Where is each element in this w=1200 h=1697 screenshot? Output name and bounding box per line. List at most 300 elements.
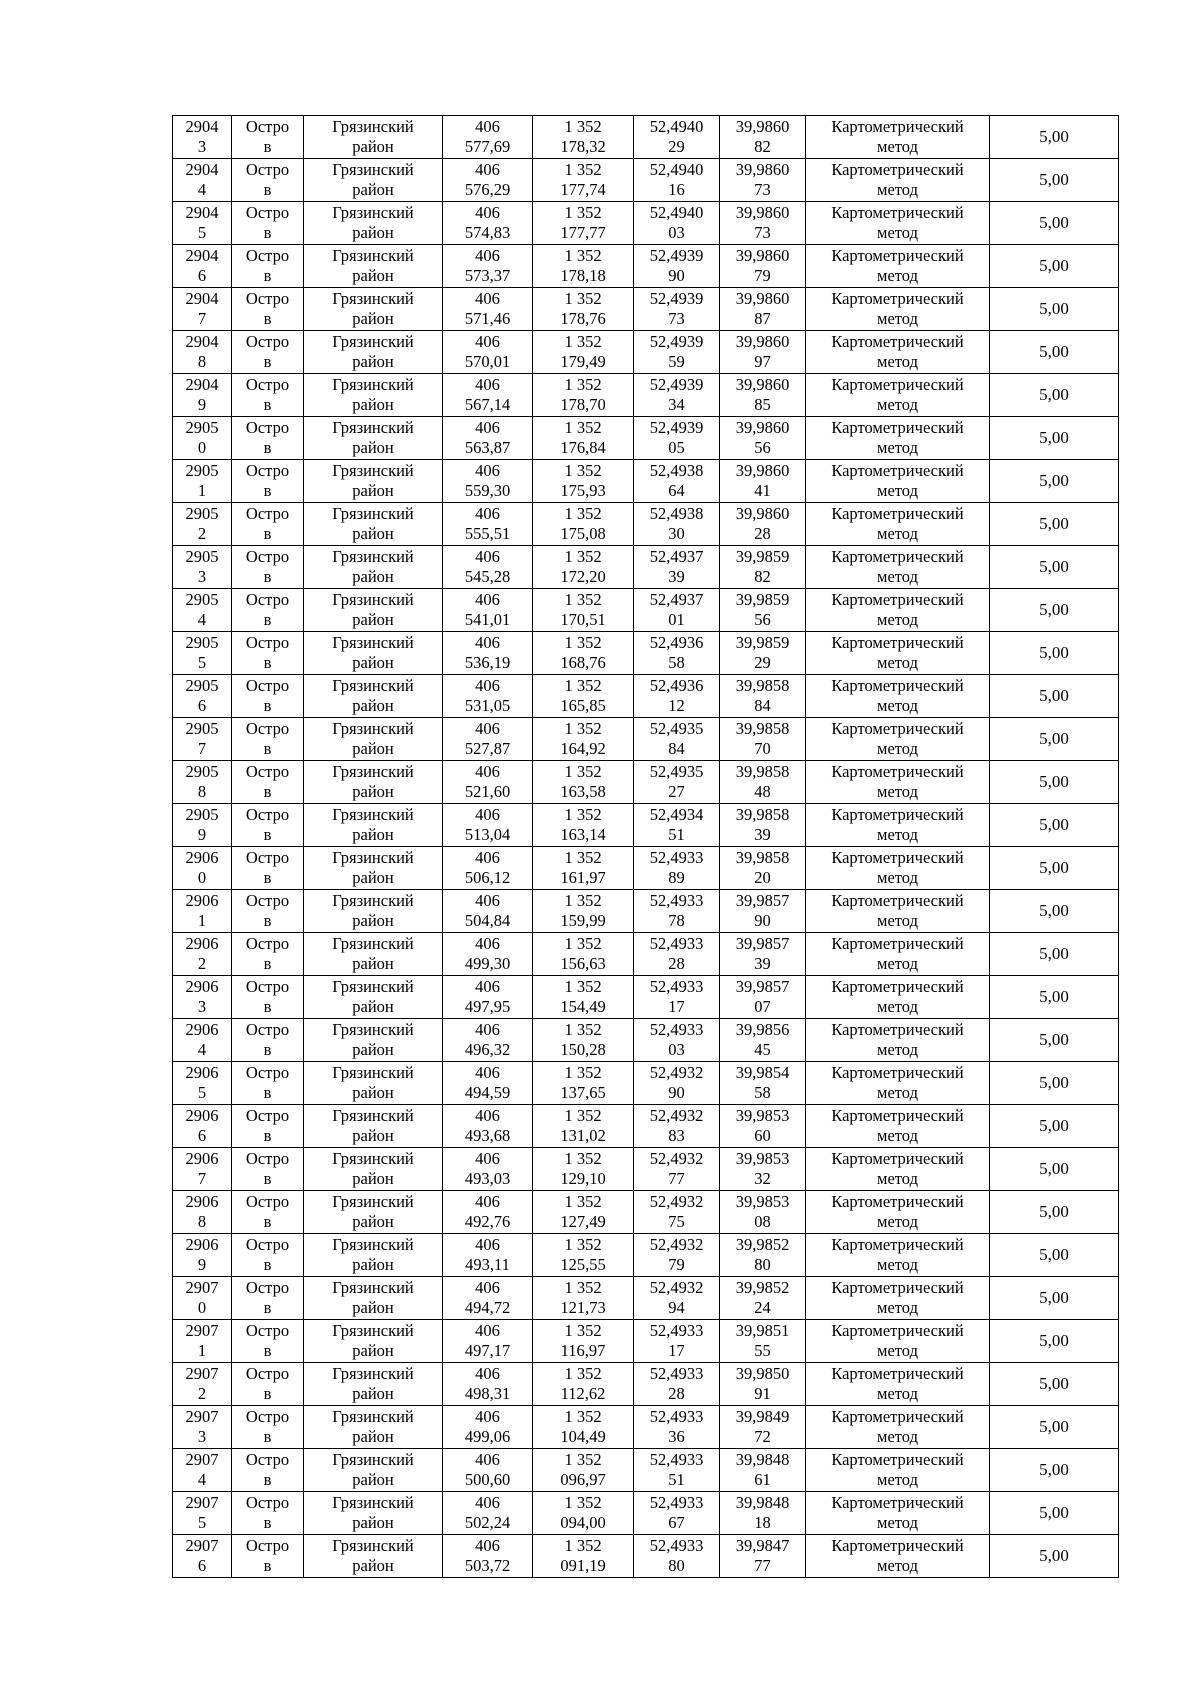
cell-line: район	[352, 1255, 394, 1274]
y-coordinate-cell	[533, 374, 634, 417]
cell-line: 2907	[185, 1364, 219, 1383]
accuracy-cell	[990, 675, 1119, 718]
accuracy-cell	[990, 288, 1119, 331]
cell-line: 7	[197, 309, 207, 328]
cell-line: 03	[668, 223, 685, 242]
cell-line: 5	[197, 1083, 207, 1102]
cell-line: район	[352, 1513, 394, 1532]
cell-line: 2904	[185, 203, 219, 222]
method-cell	[806, 933, 990, 976]
cell-line: 52,4939	[649, 418, 704, 437]
cell-line: 30	[668, 524, 685, 543]
cell-line: в	[263, 997, 272, 1016]
cell-line: 7	[197, 739, 207, 758]
cell-line: 2907	[185, 1321, 219, 1340]
cell-line: 39,9853	[735, 1149, 790, 1168]
method-cell	[806, 159, 990, 202]
cell-line: в	[263, 954, 272, 973]
cell-line: 2906	[185, 1063, 219, 1082]
longitude-cell	[720, 1062, 806, 1105]
cell-line: 39,9860	[735, 117, 790, 136]
cell-line: 576,29	[464, 180, 511, 199]
accuracy-cell	[990, 1492, 1119, 1535]
cell-line: 82	[754, 567, 771, 586]
latitude-cell	[634, 1449, 720, 1492]
accuracy-cell	[990, 632, 1119, 675]
cell-line: 70	[754, 739, 771, 758]
accuracy-cell	[990, 1277, 1119, 1320]
latitude-cell	[634, 1492, 720, 1535]
cell-line: Картометрический	[831, 1536, 964, 1555]
cell-line: 2905	[185, 719, 219, 738]
object-type-cell	[232, 890, 304, 933]
cell-line: в	[263, 524, 272, 543]
cell-line: 156,63	[560, 954, 606, 973]
method-cell	[806, 1019, 990, 1062]
longitude-cell	[720, 976, 806, 1019]
cell-line: метод	[877, 696, 918, 715]
cell-line: 104,49	[560, 1427, 606, 1446]
cell-line: район	[352, 180, 394, 199]
y-coordinate-cell	[533, 1105, 634, 1148]
cell-line: в	[263, 1298, 272, 1317]
cell-line: 2907	[185, 1278, 219, 1297]
cell-line: 39,9860	[735, 332, 790, 351]
object-type-cell	[232, 546, 304, 589]
cell-line: Грязинский	[332, 1321, 414, 1340]
cell-line: Грязинский	[332, 891, 414, 910]
point-number-cell	[173, 1449, 232, 1492]
y-coordinate-cell	[533, 1320, 634, 1363]
longitude-cell	[720, 933, 806, 976]
cell-line: 39,9860	[735, 160, 790, 179]
cell-line: Картометрический	[831, 1364, 964, 1383]
cell-line: 2907	[185, 1450, 219, 1469]
cell-line: в	[263, 438, 272, 457]
longitude-cell	[720, 1234, 806, 1277]
cell-line: 406	[475, 590, 500, 609]
accuracy-cell	[990, 503, 1119, 546]
y-coordinate-cell	[533, 1535, 634, 1578]
cell-line: 2905	[185, 633, 219, 652]
object-type-cell	[232, 1535, 304, 1578]
cell-line: Грязинский	[332, 418, 414, 437]
longitude-cell	[720, 804, 806, 847]
y-coordinate-cell	[533, 632, 634, 675]
method-cell	[806, 890, 990, 933]
cell-line: 39,9851	[735, 1321, 790, 1340]
cell-line: Картометрический	[831, 203, 964, 222]
table-row	[173, 718, 1119, 761]
point-number-cell	[173, 546, 232, 589]
latitude-cell	[634, 1277, 720, 1320]
cell-line: 406	[475, 1106, 500, 1125]
cell-line: 406	[475, 461, 500, 480]
cell-line: 3	[197, 997, 207, 1016]
longitude-cell	[720, 632, 806, 675]
cell-line: Остро	[245, 289, 290, 308]
cell-line: 2905	[185, 418, 219, 437]
cell-line: Картометрический	[831, 547, 964, 566]
x-coordinate-cell	[443, 1406, 533, 1449]
table-row	[173, 1105, 1119, 1148]
cell-line: метод	[877, 1513, 918, 1532]
longitude-cell	[720, 890, 806, 933]
x-coordinate-cell	[443, 1449, 533, 1492]
method-cell	[806, 331, 990, 374]
table-row	[173, 159, 1119, 202]
cell-line: Картометрический	[831, 633, 964, 652]
cell-line: в	[263, 1169, 272, 1188]
point-number-cell	[173, 202, 232, 245]
cell-line: в	[263, 1427, 272, 1446]
accuracy-cell	[990, 804, 1119, 847]
table-row	[173, 245, 1119, 288]
district-cell	[304, 116, 443, 159]
method-cell	[806, 718, 990, 761]
cell-line: 406	[475, 719, 500, 738]
cell-line: район	[352, 739, 394, 758]
cell-line: Картометрический	[831, 160, 964, 179]
x-coordinate-cell	[443, 1320, 533, 1363]
cell-line: 1	[197, 911, 207, 930]
cell-line: 567,14	[464, 395, 511, 414]
x-coordinate-cell	[443, 847, 533, 890]
object-type-cell	[232, 1449, 304, 1492]
method-cell	[806, 546, 990, 589]
cell-line: 78	[668, 911, 685, 930]
cell-line: 39,9852	[735, 1235, 790, 1254]
cell-line: 571,46	[464, 309, 511, 328]
cell-line: 406	[475, 160, 500, 179]
cell-line: 1 352	[564, 1149, 602, 1168]
cell-line: в	[263, 352, 272, 371]
table-body	[173, 116, 1119, 1578]
cell-line: Грязинский	[332, 203, 414, 222]
cell-line: Грязинский	[332, 1278, 414, 1297]
cell-line: Остро	[245, 1364, 290, 1383]
point-number-cell	[173, 632, 232, 675]
method-cell	[806, 503, 990, 546]
cell-line: 39,9858	[735, 762, 790, 781]
cell-line: 494,72	[464, 1298, 511, 1317]
cell-line: 52,4934	[649, 805, 704, 824]
cell-line: 499,30	[464, 954, 511, 973]
cell-line: 137,65	[560, 1083, 606, 1102]
cell-line: 406	[475, 289, 500, 308]
cell-line: 3	[197, 1427, 207, 1446]
accuracy-cell	[990, 159, 1119, 202]
method-cell	[806, 847, 990, 890]
accuracy-cell	[990, 202, 1119, 245]
cell-line: район	[352, 524, 394, 543]
cell-line: 41	[754, 481, 771, 500]
cell-value: 5,00	[1039, 385, 1069, 404]
cell-line: 1 352	[564, 1536, 602, 1555]
method-cell	[806, 1062, 990, 1105]
cell-line: в	[263, 739, 272, 758]
cell-value: 5,00	[1039, 600, 1069, 619]
cell-line: 499,06	[464, 1427, 511, 1446]
cell-line: Грязинский	[332, 934, 414, 953]
cell-line: метод	[877, 997, 918, 1016]
cell-value: 5,00	[1039, 342, 1069, 361]
cell-line: в	[263, 1040, 272, 1059]
cell-line: 52,4933	[649, 1364, 704, 1383]
x-coordinate-cell	[443, 718, 533, 761]
latitude-cell	[634, 1320, 720, 1363]
district-cell	[304, 761, 443, 804]
cell-line: метод	[877, 954, 918, 973]
cell-value: 5,00	[1039, 686, 1069, 705]
cell-line: 1 352	[564, 1020, 602, 1039]
cell-line: 73	[668, 309, 685, 328]
cell-line: Остро	[245, 977, 290, 996]
cell-line: Грязинский	[332, 1149, 414, 1168]
cell-line: в	[263, 610, 272, 629]
cell-line: 56	[754, 610, 771, 629]
table-row	[173, 331, 1119, 374]
cell-line: 2906	[185, 1106, 219, 1125]
method-cell	[806, 460, 990, 503]
cell-line: 5	[197, 1513, 207, 1532]
cell-line: 75	[668, 1212, 685, 1231]
cell-value: 5,00	[1039, 1417, 1069, 1436]
cell-line: Остро	[245, 590, 290, 609]
cell-line: 28	[754, 524, 771, 543]
cell-line: 39,9848	[735, 1450, 790, 1469]
cell-line: 36	[668, 1427, 685, 1446]
cell-line: 504,84	[464, 911, 511, 930]
cell-line: Грязинский	[332, 719, 414, 738]
cell-value: 5,00	[1039, 1288, 1069, 1307]
latitude-cell	[634, 1535, 720, 1578]
cell-line: 570,01	[464, 352, 511, 371]
cell-line: 1 352	[564, 1407, 602, 1426]
cell-line: 05	[668, 438, 685, 457]
cell-line: 52,4932	[649, 1106, 704, 1125]
cell-line: 39,9860	[735, 461, 790, 480]
cell-line: 116,97	[560, 1341, 606, 1360]
cell-line: 52,4933	[649, 1407, 704, 1426]
x-coordinate-cell	[443, 1535, 533, 1578]
cell-value: 5,00	[1039, 1546, 1069, 1565]
cell-line: 2906	[185, 891, 219, 910]
cell-line: 527,87	[464, 739, 511, 758]
cell-line: 39,9849	[735, 1407, 790, 1426]
longitude-cell	[720, 546, 806, 589]
cell-line: 39,9853	[735, 1192, 790, 1211]
cell-line: 52,4933	[649, 934, 704, 953]
cell-line: 178,18	[560, 266, 606, 285]
cell-line: 2904	[185, 246, 219, 265]
cell-line: 60	[754, 1126, 771, 1145]
cell-line: район	[352, 481, 394, 500]
district-cell	[304, 1535, 443, 1578]
cell-line: район	[352, 610, 394, 629]
cell-value: 5,00	[1039, 299, 1069, 318]
y-coordinate-cell	[533, 1148, 634, 1191]
cell-line: 1 352	[564, 375, 602, 394]
latitude-cell	[634, 288, 720, 331]
cell-line: 39,9859	[735, 547, 790, 566]
latitude-cell	[634, 1105, 720, 1148]
cell-line: 2904	[185, 375, 219, 394]
district-cell	[304, 202, 443, 245]
table-row	[173, 976, 1119, 1019]
cell-value: 5,00	[1039, 1331, 1069, 1350]
cell-line: район	[352, 1384, 394, 1403]
cell-line: район	[352, 309, 394, 328]
latitude-cell	[634, 245, 720, 288]
cell-line: Картометрический	[831, 332, 964, 351]
cell-line: 6	[197, 1556, 207, 1575]
method-cell	[806, 1535, 990, 1578]
point-number-cell	[173, 245, 232, 288]
method-cell	[806, 1406, 990, 1449]
district-cell	[304, 1019, 443, 1062]
cell-line: 52,4933	[649, 1321, 704, 1340]
cell-line: район	[352, 1126, 394, 1145]
x-coordinate-cell	[443, 1019, 533, 1062]
method-cell	[806, 1234, 990, 1277]
accuracy-cell	[990, 890, 1119, 933]
longitude-cell	[720, 847, 806, 890]
x-coordinate-cell	[443, 589, 533, 632]
cell-line: 52,4933	[649, 1493, 704, 1512]
cell-value: 5,00	[1039, 170, 1069, 189]
cell-line: метод	[877, 1169, 918, 1188]
method-cell	[806, 976, 990, 1019]
cell-line: 1 352	[564, 1321, 602, 1340]
district-cell	[304, 331, 443, 374]
cell-line: 83	[668, 1126, 685, 1145]
cell-line: 12	[668, 696, 685, 715]
method-cell	[806, 1277, 990, 1320]
y-coordinate-cell	[533, 804, 634, 847]
cell-line: 1 352	[564, 633, 602, 652]
object-type-cell	[232, 159, 304, 202]
cell-line: 1 352	[564, 203, 602, 222]
cell-line: 8	[197, 782, 207, 801]
district-cell	[304, 1320, 443, 1363]
cell-line: район	[352, 825, 394, 844]
cell-line: Остро	[245, 246, 290, 265]
cell-line: в	[263, 180, 272, 199]
table-row	[173, 503, 1119, 546]
table-row	[173, 1406, 1119, 1449]
cell-line: в	[263, 567, 272, 586]
cell-line: 563,87	[464, 438, 511, 457]
cell-line: 497,17	[464, 1341, 511, 1360]
cell-line: 170,51	[560, 610, 606, 629]
cell-line: 39,9859	[735, 633, 790, 652]
cell-line: Грязинский	[332, 1106, 414, 1125]
accuracy-cell	[990, 933, 1119, 976]
cell-line: 493,68	[464, 1126, 511, 1145]
cell-line: 577,69	[464, 137, 511, 156]
cell-line: Картометрический	[831, 1020, 964, 1039]
object-type-cell	[232, 933, 304, 976]
cell-line: Остро	[245, 461, 290, 480]
cell-line: Грязинский	[332, 117, 414, 136]
cell-line: 406	[475, 891, 500, 910]
cell-line: 52,4939	[649, 246, 704, 265]
cell-line: Грязинский	[332, 762, 414, 781]
cell-line: 2906	[185, 934, 219, 953]
method-cell	[806, 589, 990, 632]
y-coordinate-cell	[533, 1363, 634, 1406]
cell-line: 503,72	[464, 1556, 511, 1575]
cell-line: Грязинский	[332, 547, 414, 566]
cell-line: в	[263, 1126, 272, 1145]
table-row	[173, 1492, 1119, 1535]
cell-line: район	[352, 1341, 394, 1360]
cell-line: 6	[197, 266, 207, 285]
cell-line: 52,4936	[649, 676, 704, 695]
district-cell	[304, 675, 443, 718]
cell-line: 573,37	[464, 266, 511, 285]
cell-line: 3	[197, 137, 207, 156]
cell-line: 555,51	[464, 524, 511, 543]
longitude-cell	[720, 374, 806, 417]
cell-line: Остро	[245, 203, 290, 222]
cell-line: 4	[197, 1470, 207, 1489]
cell-line: 172,20	[560, 567, 606, 586]
point-number-cell	[173, 460, 232, 503]
cell-line: 77	[754, 1556, 771, 1575]
object-type-cell	[232, 245, 304, 288]
y-coordinate-cell	[533, 1062, 634, 1105]
table-row	[173, 202, 1119, 245]
cell-line: Остро	[245, 1493, 290, 1512]
cell-line: метод	[877, 395, 918, 414]
method-cell	[806, 1449, 990, 1492]
district-cell	[304, 417, 443, 460]
cell-line: 2905	[185, 547, 219, 566]
district-cell	[304, 1363, 443, 1406]
cell-line: 7	[197, 1169, 207, 1188]
cell-line: 52,4939	[649, 332, 704, 351]
cell-line: Грязинский	[332, 590, 414, 609]
cell-line: Остро	[245, 160, 290, 179]
cell-line: 39,9850	[735, 1364, 790, 1383]
cell-line: 406	[475, 375, 500, 394]
cell-line: 4	[197, 180, 207, 199]
latitude-cell	[634, 1062, 720, 1105]
cell-line: 1	[197, 1341, 207, 1360]
cell-line: 82	[754, 137, 771, 156]
cell-line: 406	[475, 934, 500, 953]
object-type-cell	[232, 1320, 304, 1363]
cell-line: 154,49	[560, 997, 606, 1016]
cell-line: 72	[754, 1427, 771, 1446]
cell-line: 2905	[185, 676, 219, 695]
x-coordinate-cell	[443, 202, 533, 245]
cell-line: 52,4935	[649, 719, 704, 738]
district-cell	[304, 804, 443, 847]
x-coordinate-cell	[443, 1191, 533, 1234]
cell-line: 58	[668, 653, 685, 672]
cell-line: Картометрический	[831, 977, 964, 996]
y-coordinate-cell	[533, 1406, 634, 1449]
cell-line: 28	[668, 1384, 685, 1403]
cell-line: Картометрический	[831, 934, 964, 953]
cell-line: 406	[475, 547, 500, 566]
x-coordinate-cell	[443, 976, 533, 1019]
district-cell	[304, 589, 443, 632]
cell-line: Остро	[245, 1278, 290, 1297]
